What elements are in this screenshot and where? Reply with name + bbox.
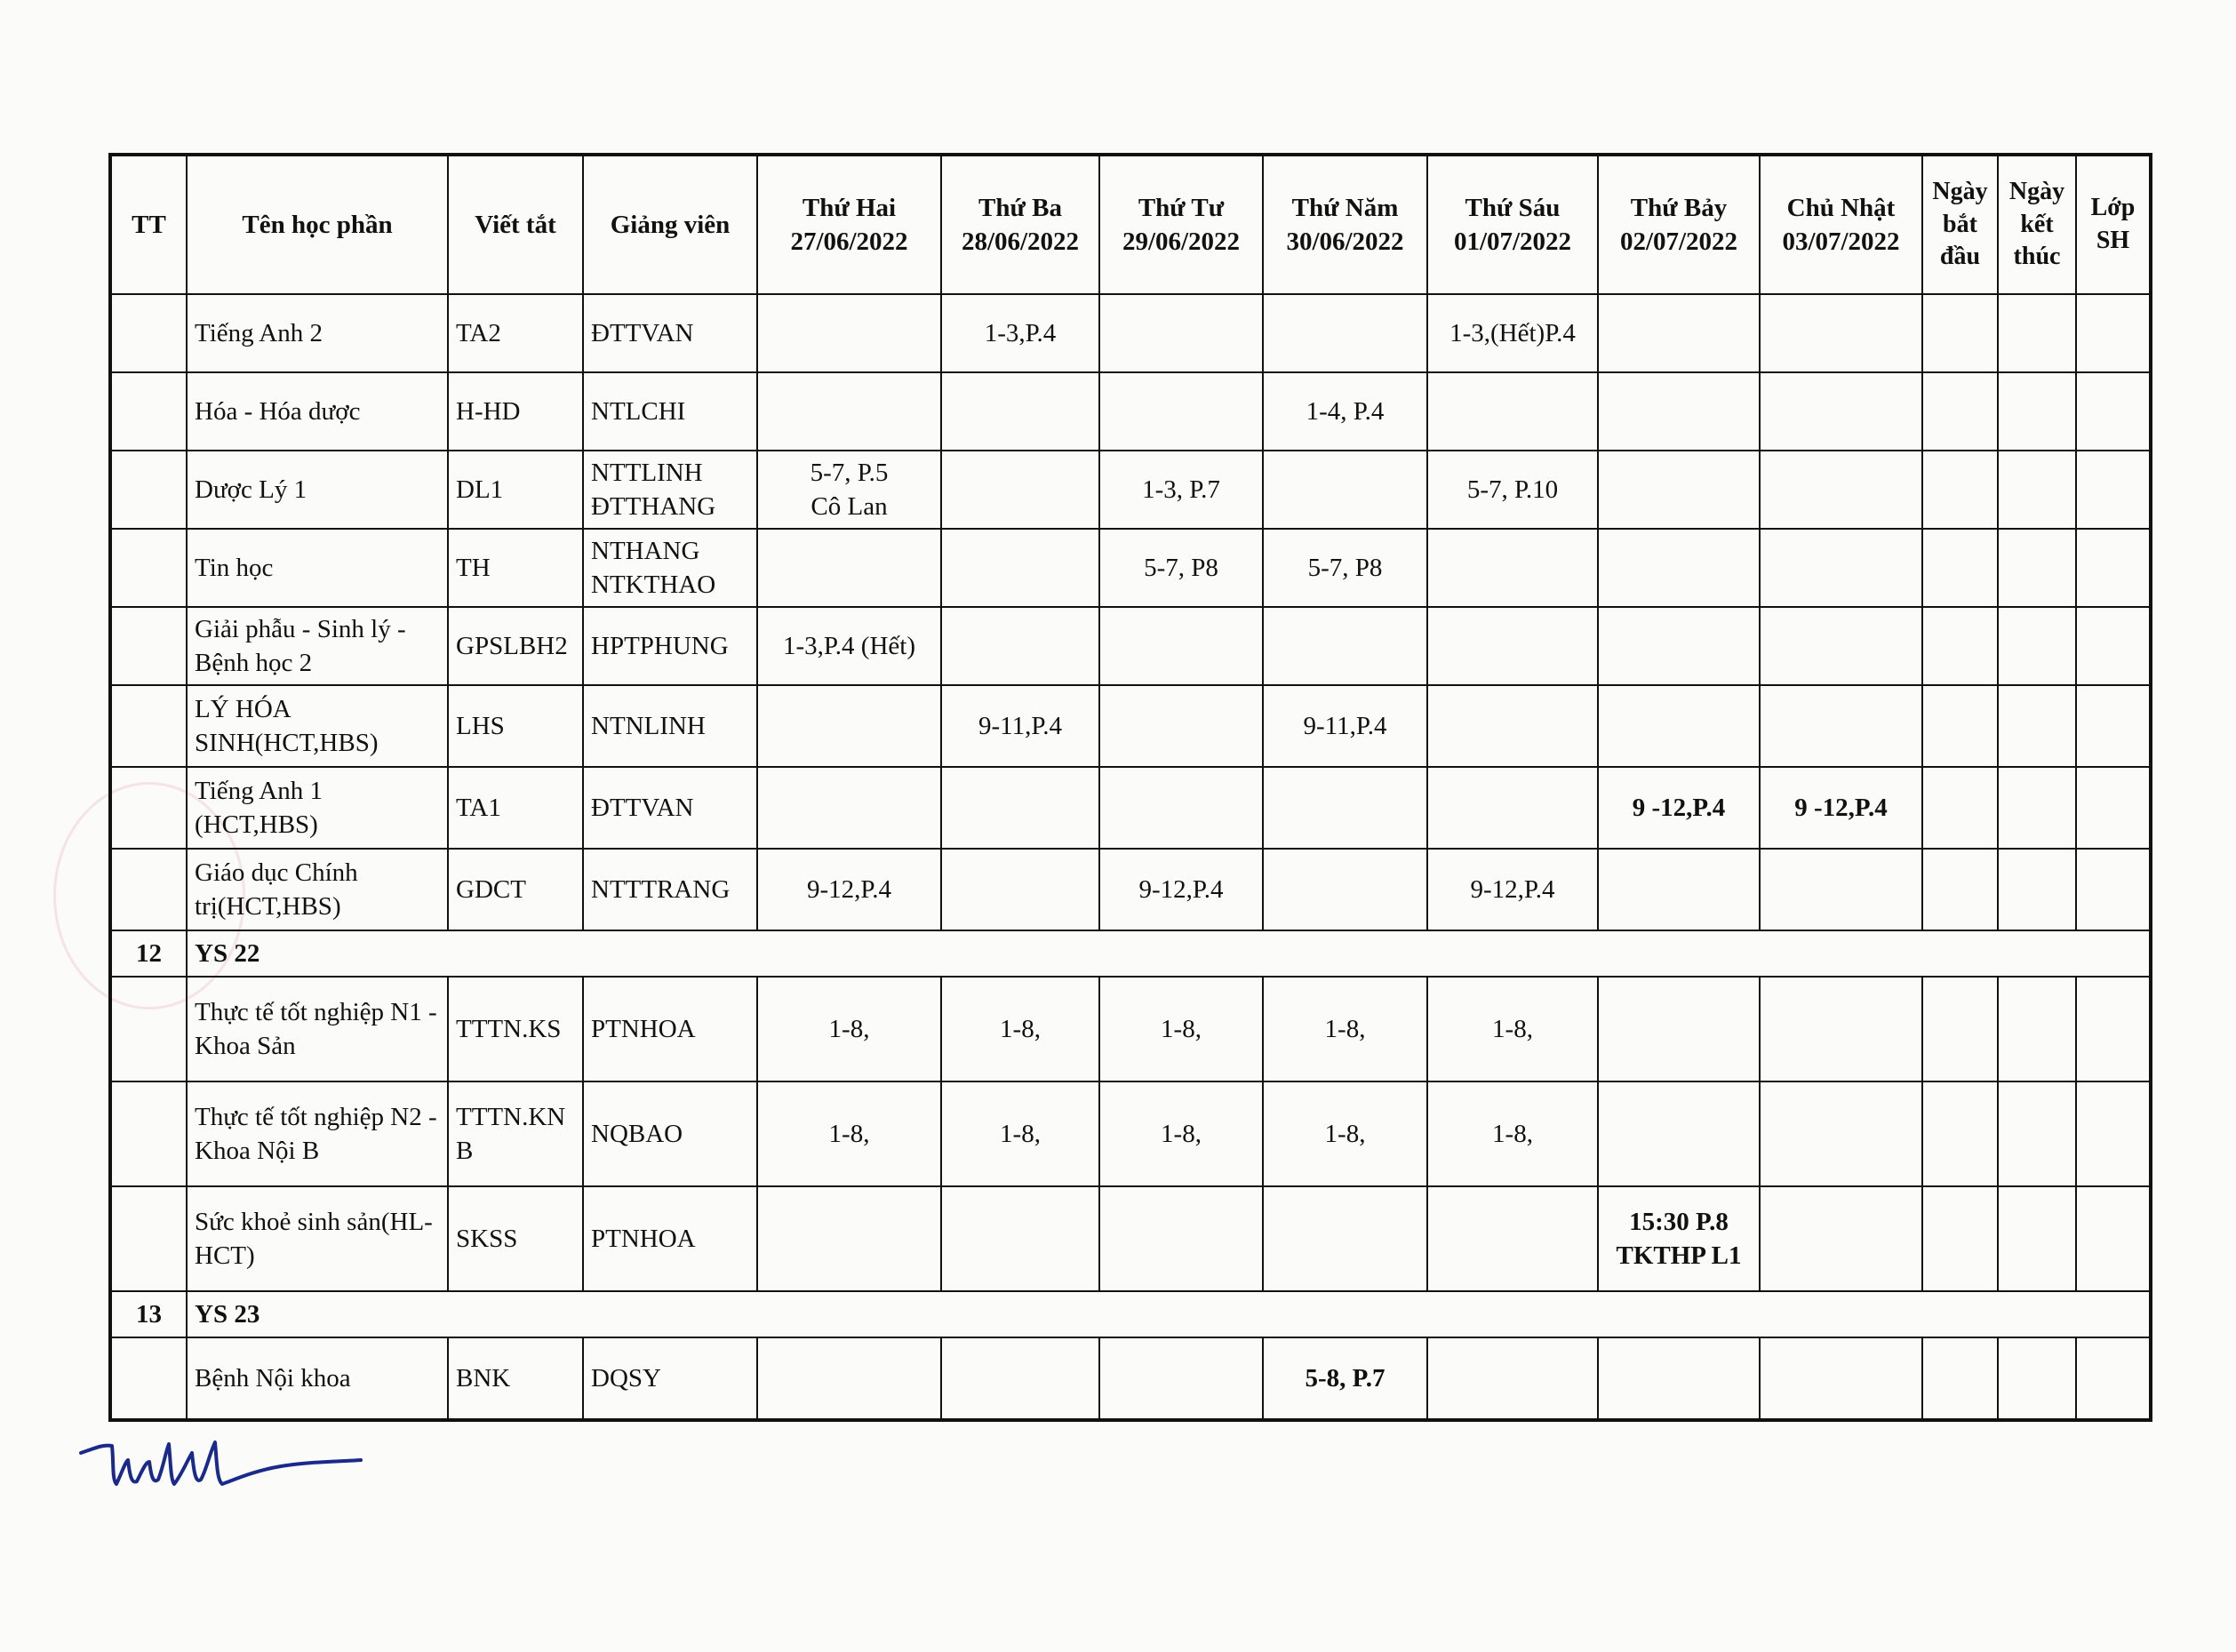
group-row (110, 930, 2151, 977)
session-wed: 1-8, (1099, 977, 1263, 1081)
session-thu: 9-11,P.4 (1263, 685, 1427, 767)
lecturer: HPTPHUNG (583, 607, 757, 685)
session-fri: 9-12,P.4 (1427, 849, 1598, 930)
session-fri: 5-7, P.10 (1427, 451, 1598, 529)
table-row (110, 529, 2151, 607)
session-wed: 9-12,P.4 (1099, 849, 1263, 930)
course-abbr: DL1 (448, 451, 583, 529)
course-abbr: TA2 (448, 294, 583, 372)
lecturer: DQSY (583, 1337, 757, 1420)
session-tue: 1-3,P.4 (941, 294, 1099, 372)
signature (76, 1435, 370, 1502)
lecturer: NQBAO (583, 1081, 757, 1186)
course-name: Dược Lý 1 (187, 451, 448, 529)
course-name: LÝ HÓA SINH(HCT,HBS) (187, 685, 448, 767)
lecturer: PTNHOA (583, 977, 757, 1081)
table-row (110, 767, 2151, 849)
session-fri: 1-8, (1427, 1081, 1598, 1186)
session-sun: 9 -12,P.4 (1760, 767, 1922, 849)
session-wed: 1-3, P.7 (1099, 451, 1263, 529)
session-mon: 9-12,P.4 (757, 849, 941, 930)
header-monday: Thứ Hai 27/06/2022 (757, 155, 941, 294)
lecturer: NTTTRANG (583, 849, 757, 930)
course-abbr: SKSS (448, 1186, 583, 1291)
course-name: Tiếng Anh 1 (HCT,HBS) (187, 767, 448, 849)
lecturer: NTHANG NTKTHAO (583, 529, 757, 607)
course-abbr: GPSLBH2 (448, 607, 583, 685)
lecturer: NTNLINH (583, 685, 757, 767)
course-abbr: GDCT (448, 849, 583, 930)
session-sat: 15:30 P.8 TKTHP L1 (1598, 1186, 1760, 1291)
group-number: 13 (110, 1291, 187, 1337)
session-tue: 1-8, (941, 1081, 1099, 1186)
table-row (110, 685, 2151, 767)
course-name: Sức khoẻ sinh sản(HL- HCT) (187, 1186, 448, 1291)
session-thu: 5-8, P.7 (1263, 1337, 1427, 1420)
session-thu: 1-8, (1263, 1081, 1427, 1186)
course-name: Tin học (187, 529, 448, 607)
session-tue: 1-8, (941, 977, 1099, 1081)
table-row (110, 849, 2151, 930)
lecturer: ĐTTVAN (583, 767, 757, 849)
session-fri: 1-8, (1427, 977, 1598, 1081)
course-name: Bệnh Nội khoa (187, 1337, 448, 1420)
table-row (110, 1081, 2151, 1186)
table-row (110, 451, 2151, 529)
session-mon: 1-8, (757, 1081, 941, 1186)
course-name: Thực tế tốt nghiệp N1 - Khoa Sản (187, 977, 448, 1081)
header-thursday: Thứ Năm 30/06/2022 (1263, 155, 1427, 294)
table-row (110, 372, 2151, 451)
course-abbr: H-HD (448, 372, 583, 451)
course-name: Hóa - Hóa dược (187, 372, 448, 451)
header-abbr: Viết tắt (448, 155, 583, 294)
course-abbr: BNK (448, 1337, 583, 1420)
course-name: Giải phẫu - Sinh lý - Bệnh học 2 (187, 607, 448, 685)
course-abbr: TTTN.KS (448, 977, 583, 1081)
session-wed: 1-8, (1099, 1081, 1263, 1186)
header-start-date: Ngày bắt đầu (1922, 155, 1998, 294)
table-row (110, 1337, 2151, 1420)
header-class: Lớp SH (2076, 155, 2151, 294)
course-abbr: TH (448, 529, 583, 607)
group-name: YS 22 (187, 930, 2151, 977)
group-row (110, 1291, 2151, 1337)
session-sat: 9 -12,P.4 (1598, 767, 1760, 849)
session-thu: 1-8, (1263, 977, 1427, 1081)
session-mon: 5-7, P.5 Cô Lan (757, 451, 941, 529)
course-abbr: LHS (448, 685, 583, 767)
header-end-date: Ngày kết thúc (1998, 155, 2076, 294)
lecturer: ĐTTVAN (583, 294, 757, 372)
header-sunday: Chủ Nhật 03/07/2022 (1760, 155, 1922, 294)
header-tuesday: Thứ Ba 28/06/2022 (941, 155, 1099, 294)
session-mon: 1-8, (757, 977, 941, 1081)
session-fri: 1-3,(Hết)P.4 (1427, 294, 1598, 372)
course-abbr: TTTN.KN B (448, 1081, 583, 1186)
session-mon: 1-3,P.4 (Hết) (757, 607, 941, 685)
header-tt: TT (110, 155, 187, 294)
header-friday: Thứ Sáu 01/07/2022 (1427, 155, 1598, 294)
table-row (110, 977, 2151, 1081)
lecturer: NTLCHI (583, 372, 757, 451)
header-wednesday: Thứ Tư 29/06/2022 (1099, 155, 1263, 294)
table-row (110, 1186, 2151, 1291)
lecturer: NTTLINH ĐTTHANG (583, 451, 757, 529)
header-row (110, 155, 2151, 294)
session-thu: 5-7, P8 (1263, 529, 1427, 607)
course-abbr: TA1 (448, 767, 583, 849)
header-saturday: Thứ Bảy 02/07/2022 (1598, 155, 1760, 294)
course-name: Giáo dục Chính trị(HCT,HBS) (187, 849, 448, 930)
group-number: 12 (110, 930, 187, 977)
lecturer: PTNHOA (583, 1186, 757, 1291)
group-name: YS 23 (187, 1291, 2151, 1337)
course-name: Thực tế tốt nghiệp N2 - Khoa Nội B (187, 1081, 448, 1186)
session-wed: 5-7, P8 (1099, 529, 1263, 607)
table-row (110, 607, 2151, 685)
course-name: Tiếng Anh 2 (187, 294, 448, 372)
session-thu: 1-4, P.4 (1263, 372, 1427, 451)
table-row (110, 294, 2151, 372)
session-tue: 9-11,P.4 (941, 685, 1099, 767)
header-course: Tên học phần (187, 155, 448, 294)
schedule-table (108, 153, 2152, 1422)
header-lecturer: Giảng viên (583, 155, 757, 294)
